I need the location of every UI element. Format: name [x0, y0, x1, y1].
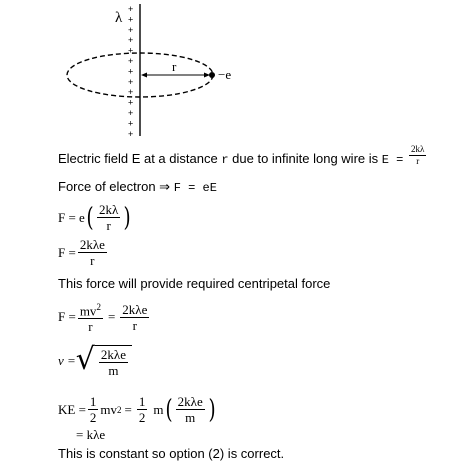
square-root	[75, 342, 132, 378]
field-denominator: r	[416, 156, 420, 166]
plus-sign: +	[128, 97, 134, 108]
left-paren: (	[86, 202, 94, 233]
force-text: Force of electron ⇒	[58, 179, 171, 194]
ke-mv: mv	[100, 401, 118, 417]
line-conclusion: This is constant so option (2) is correct.	[58, 446, 285, 461]
centripetal-lhs: F =	[58, 309, 76, 325]
plus-sign: +	[128, 45, 134, 56]
plus-sign: +	[128, 87, 134, 98]
plus-sign: +	[128, 24, 134, 35]
line-kinetic-energy	[58, 395, 217, 424]
force-result-lhs: F =	[58, 244, 76, 260]
ke-den: m	[185, 410, 196, 425]
line-centripetal-eq	[58, 301, 151, 333]
ke-half-num: 1	[89, 394, 97, 409]
distance-symbol: r	[221, 153, 229, 167]
plus-sign: +	[128, 118, 134, 129]
ke-lhs: KE =	[58, 401, 86, 417]
centripetal-den2: r	[132, 317, 137, 333]
line-centripetal: This force will provide required centripetal force	[58, 276, 331, 291]
line-force-expr	[58, 203, 132, 232]
plus-sign: +	[128, 128, 134, 139]
electric-field-text-2: due to infinite long wire is	[232, 151, 379, 166]
charge-label: −e	[218, 67, 232, 82]
equals-sign: =	[107, 309, 116, 325]
line-force-of-electron	[58, 179, 217, 196]
ke-exponent: 2	[117, 404, 122, 415]
ke-equals: =	[124, 401, 132, 417]
force-result-num: 2kλe	[79, 237, 105, 252]
ke-left-paren: (	[165, 394, 173, 425]
wire-orbit-figure	[0, 0, 471, 150]
force-expr-num: 2kλ	[99, 202, 119, 217]
force-expr-lhs: F = e	[58, 209, 85, 225]
line-electric-field	[58, 151, 403, 168]
wire-charges	[128, 4, 133, 139]
right-paren: )	[123, 202, 131, 233]
force-result-den: r	[90, 253, 95, 268]
plus-sign: +	[128, 76, 134, 87]
plus-sign: +	[128, 108, 134, 118]
radius-arrowhead-left	[141, 73, 147, 78]
velocity-lhs: v =	[58, 353, 76, 368]
radius-label: r	[172, 59, 177, 74]
electron-dot	[209, 72, 215, 78]
centripetal-num2: 2kλe	[122, 301, 148, 317]
velocity-den: m	[108, 363, 119, 378]
line-force-result	[58, 238, 109, 267]
line-ke-result: = kλe	[76, 427, 106, 442]
field-lhs: E =	[381, 153, 404, 167]
ke-right-paren: )	[208, 394, 216, 425]
ke-half2-num: 1	[138, 394, 146, 409]
ke-half2-den: 2	[138, 410, 146, 425]
line-velocity	[58, 342, 132, 378]
lambda-label: λ	[115, 10, 123, 26]
velocity-exponent: 2	[96, 302, 101, 312]
plus-sign: +	[128, 4, 134, 14]
radical-sign: √	[75, 342, 95, 377]
velocity-num: 2kλe	[100, 347, 126, 362]
plus-sign: +	[128, 35, 134, 46]
force-equation: F = eE	[173, 181, 217, 195]
plus-sign: +	[128, 56, 134, 66]
plus-sign: +	[128, 66, 134, 77]
electric-field-text: Electric field E at a distance	[58, 151, 218, 166]
force-expr-den: r	[106, 218, 111, 233]
centripetal-num: mv	[79, 303, 97, 319]
centripetal-den: r	[88, 319, 93, 335]
ke-num: 2kλe	[177, 394, 203, 409]
field-fraction	[407, 145, 428, 166]
field-numerator: 2kλ	[411, 144, 425, 154]
ke-half-den: 2	[89, 410, 97, 425]
ke-mass: m	[153, 401, 164, 417]
plus-sign: +	[128, 14, 134, 25]
